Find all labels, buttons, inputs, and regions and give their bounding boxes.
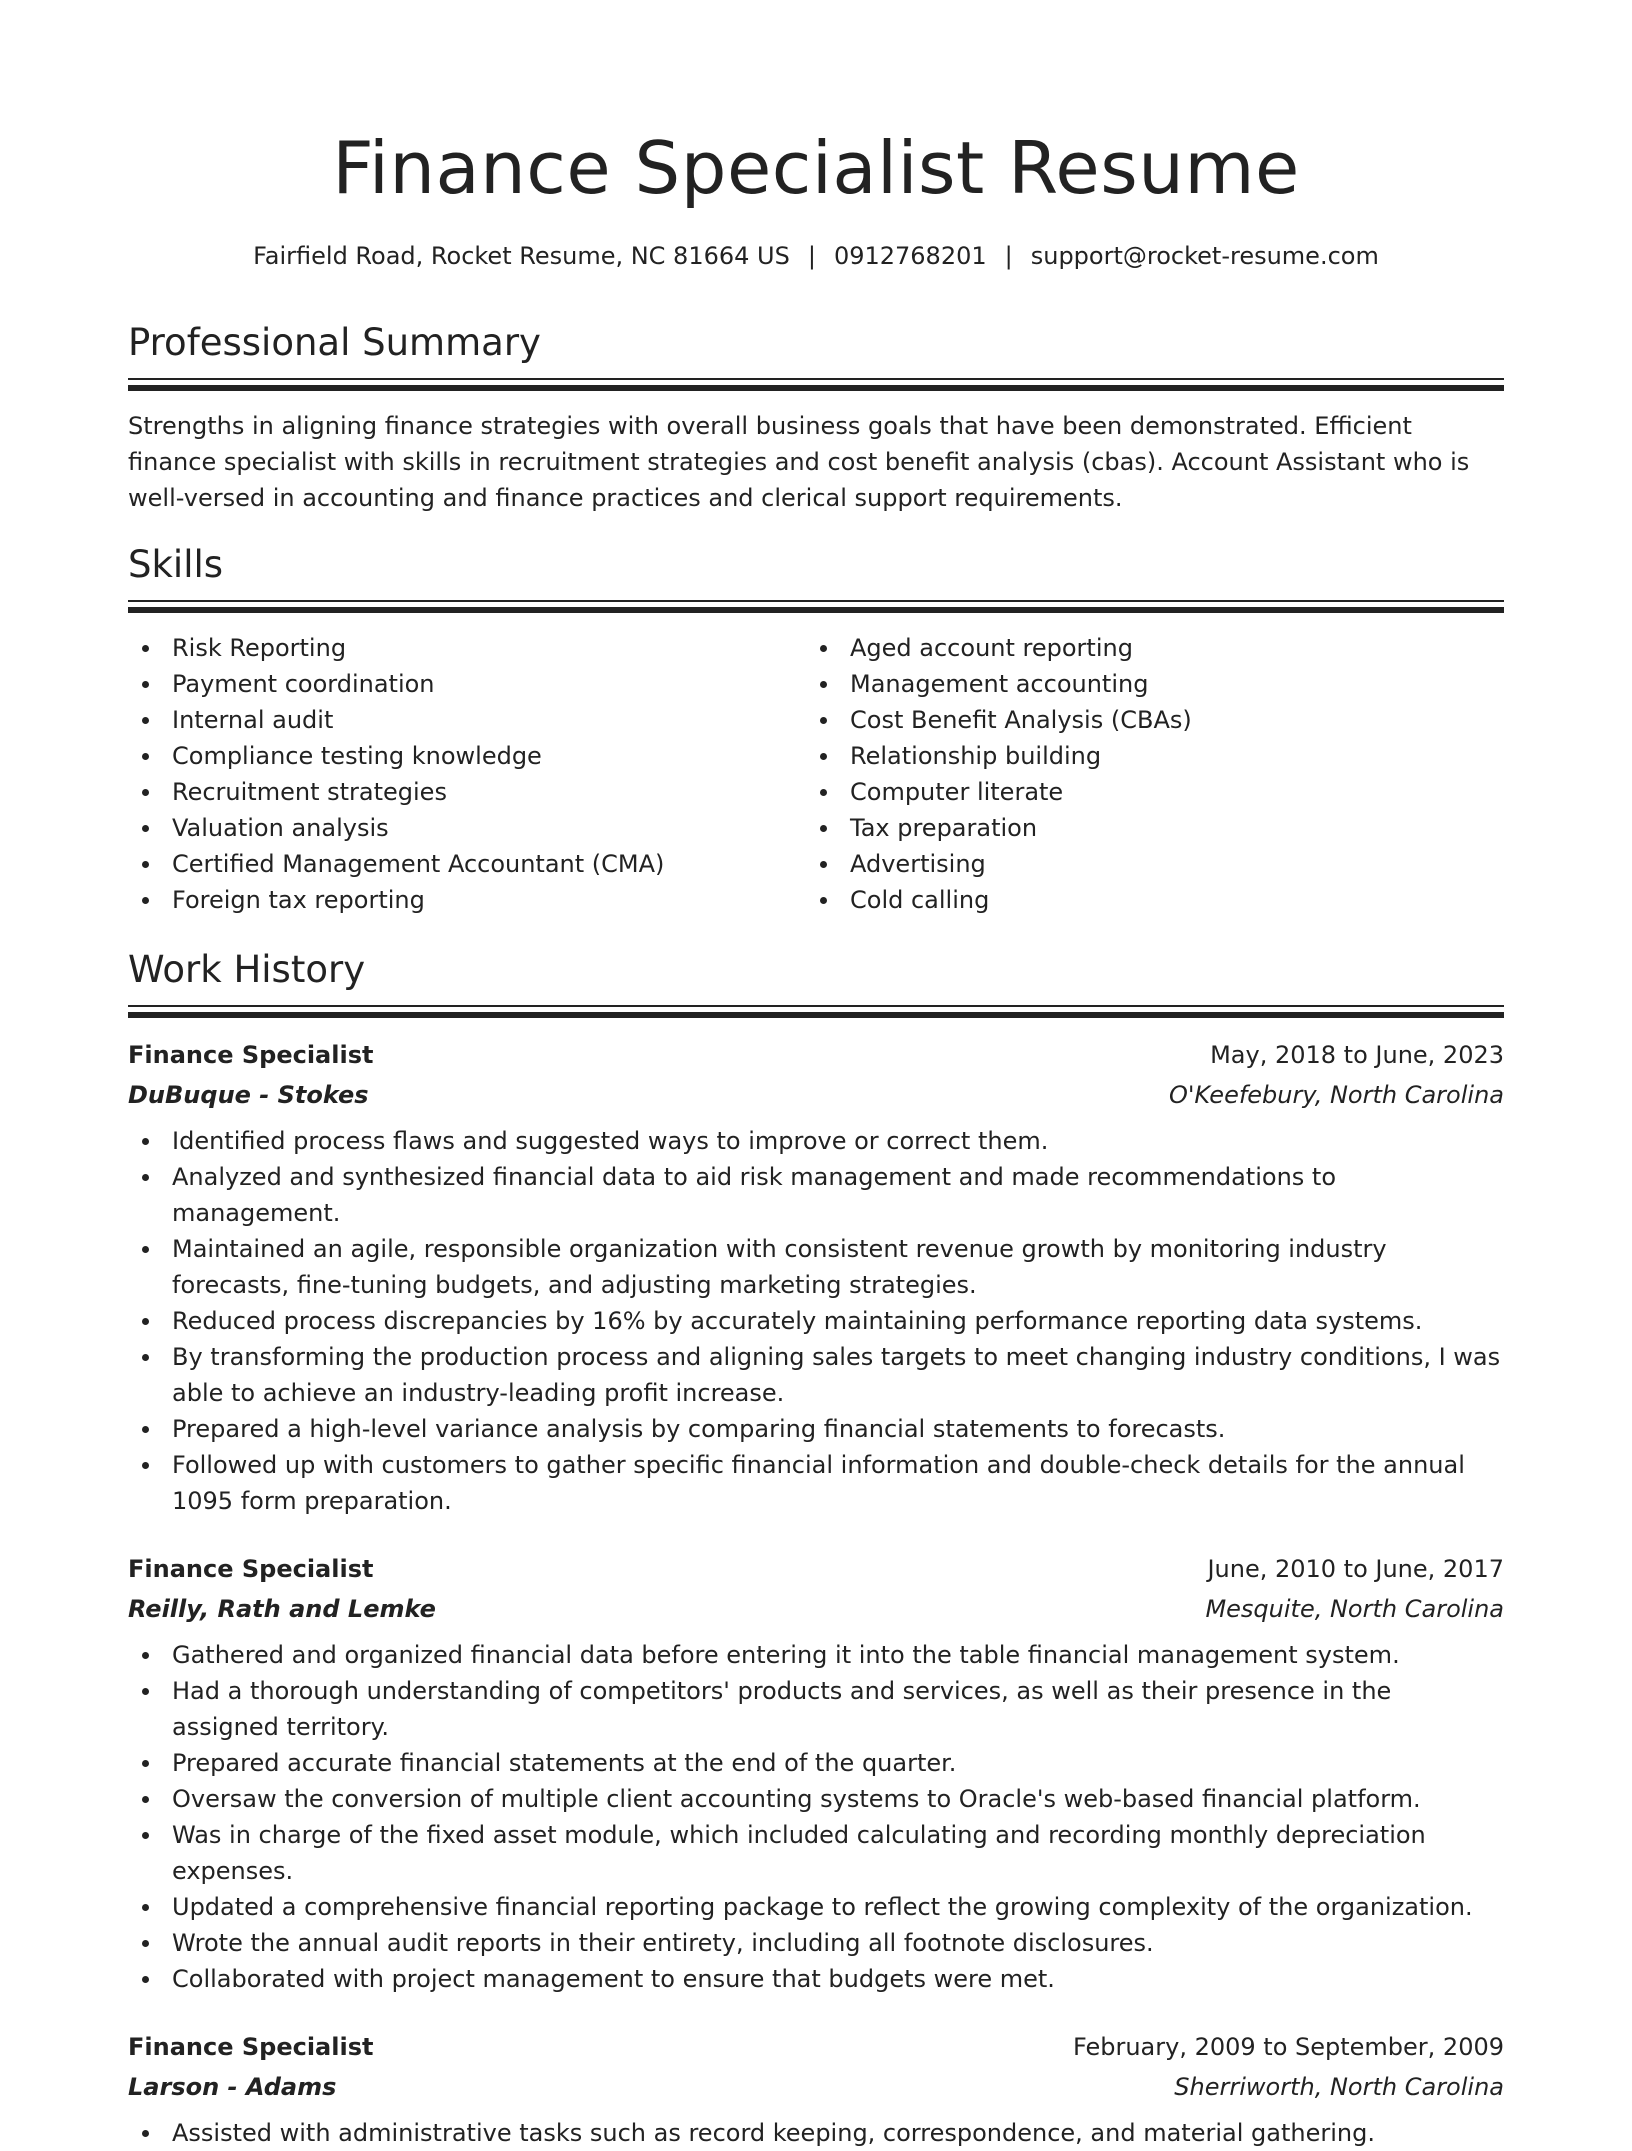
job-bullets	[128, 1637, 1504, 1997]
job-entry	[128, 1035, 1504, 1519]
skill-item: Aged account reporting	[806, 630, 1484, 666]
skill-item: Internal audit	[128, 702, 806, 738]
contact-separator: |	[807, 242, 816, 270]
job-bullet: By transforming the production process and aligning sales targets to meet changing industry conditions, I was able to achieve an industry-leading profit increase.	[128, 1339, 1504, 1411]
contact-separator: |	[1004, 242, 1013, 270]
skill-item: Cold calling	[806, 882, 1484, 918]
job-header-row	[128, 1549, 1504, 1589]
summary-text: Strengths in aligning finance strategies with overall business goals that have been demonstrated. Efficient finance specialist with skills in recruitment strategies and cost benefit analysis (cbas). Account Assistant who is well-versed in accounting and finance practices and clerical support requirements.	[128, 412, 1470, 512]
job-location: Sherriworth, North Carolina	[1174, 2073, 1504, 2101]
job-bullet: Followed up with customers to gather specific financial information and double-check details for the annual 1095 form preparation.	[128, 1447, 1504, 1519]
skill-item: Compliance testing knowledge	[128, 738, 806, 774]
job-bullets	[128, 1123, 1504, 1519]
section-divider	[128, 600, 1504, 614]
skills-section	[128, 540, 1504, 918]
skill-item: Foreign tax reporting	[128, 882, 806, 918]
skills-list-right	[806, 630, 1484, 918]
skill-item: Tax preparation	[806, 810, 1484, 846]
job-bullet: Analyzed and synthesized financial data to aid risk management and made recommendations to management.	[128, 1159, 1504, 1231]
job-company-row	[128, 1589, 1504, 1629]
job-bullet: Was in charge of the fixed asset module, which included calculating and recording monthly depreciation expenses.	[128, 1817, 1504, 1889]
job-title: Finance Specialist	[128, 1041, 374, 1069]
job-title: Finance Specialist	[128, 2033, 374, 2061]
job-header-row	[128, 2027, 1504, 2067]
job-title: Finance Specialist	[128, 1555, 374, 1583]
contact-line	[128, 238, 1504, 274]
section-divider	[128, 1005, 1504, 1019]
section-divider	[128, 378, 1504, 392]
section-heading-skills: Skills	[128, 543, 224, 586]
work-history-section	[128, 945, 1504, 2151]
skill-item: Computer literate	[806, 774, 1484, 810]
job-company: DuBuque - Stokes	[128, 1081, 369, 1109]
job-location: Mesquite, North Carolina	[1205, 1595, 1504, 1623]
contact-phone: 0912768201	[833, 242, 987, 270]
job-bullet: Assisted with administrative tasks such as record keeping, correspondence, and material gathering.	[128, 2115, 1504, 2151]
skill-item: Payment coordination	[128, 666, 806, 702]
job-dates: May, 2018 to June, 2023	[1210, 1041, 1504, 1069]
skill-item: Risk Reporting	[128, 630, 806, 666]
job-bullet: Reduced process discrepancies by 16% by accurately maintaining performance reporting data systems.	[128, 1303, 1504, 1339]
job-header-row	[128, 1035, 1504, 1075]
job-company-row	[128, 1075, 1504, 1115]
skill-item: Advertising	[806, 846, 1484, 882]
job-bullet: Prepared a high-level variance analysis by comparing financial statements to forecasts.	[128, 1411, 1504, 1447]
job-bullet: Oversaw the conversion of multiple client accounting systems to Oracle's web-based financial platform.	[128, 1781, 1504, 1817]
contact-address: Fairfield Road, Rocket Resume, NC 81664 US	[253, 242, 790, 270]
skill-item: Cost Benefit Analysis (CBAs)	[806, 702, 1484, 738]
skill-item: Certified Management Accountant (CMA)	[128, 846, 806, 882]
job-company-row	[128, 2067, 1504, 2107]
skills-list-left	[128, 630, 806, 918]
resume-title: Finance Specialist Resume	[332, 126, 1300, 210]
section-heading-work-history: Work History	[128, 948, 366, 991]
job-company: Larson - Adams	[128, 2073, 337, 2101]
skills-columns	[128, 630, 1504, 918]
skill-item: Relationship building	[806, 738, 1484, 774]
skill-item: Valuation analysis	[128, 810, 806, 846]
job-bullet: Had a thorough understanding of competitors' products and services, as well as their presence in the assigned territory.	[128, 1673, 1504, 1745]
summary-section	[128, 318, 1504, 516]
job-bullet: Prepared accurate financial statements at the end of the quarter.	[128, 1745, 1504, 1781]
skill-item: Recruitment strategies	[128, 774, 806, 810]
job-bullet: Identified process flaws and suggested ways to improve or correct them.	[128, 1123, 1504, 1159]
job-entry	[128, 1549, 1504, 1997]
job-dates: June, 2010 to June, 2017	[1207, 1555, 1504, 1583]
job-dates: February, 2009 to September, 2009	[1072, 2033, 1504, 2061]
job-location: O'Keefebury, North Carolina	[1168, 1081, 1504, 1109]
job-company: Reilly, Rath and Lemke	[128, 1595, 436, 1623]
job-bullet: Gathered and organized financial data before entering it into the table financial management system.	[128, 1637, 1504, 1673]
job-bullet: Maintained an agile, responsible organization with consistent revenue growth by monitoring industry forecasts, fine-tuning budgets, and adjusting marketing strategies.	[128, 1231, 1504, 1303]
job-bullet: Collaborated with project management to ensure that budgets were met.	[128, 1961, 1504, 1997]
contact-email: support@rocket-resume.com	[1030, 242, 1379, 270]
job-entry	[128, 2027, 1504, 2151]
skill-item: Management accounting	[806, 666, 1484, 702]
job-bullets	[128, 2115, 1504, 2151]
section-heading-summary: Professional Summary	[128, 321, 541, 364]
job-bullet: Wrote the annual audit reports in their entirety, including all footnote disclosures.	[128, 1925, 1504, 1961]
job-bullet: Updated a comprehensive financial reporting package to reflect the growing complexity of the organization.	[128, 1889, 1504, 1925]
